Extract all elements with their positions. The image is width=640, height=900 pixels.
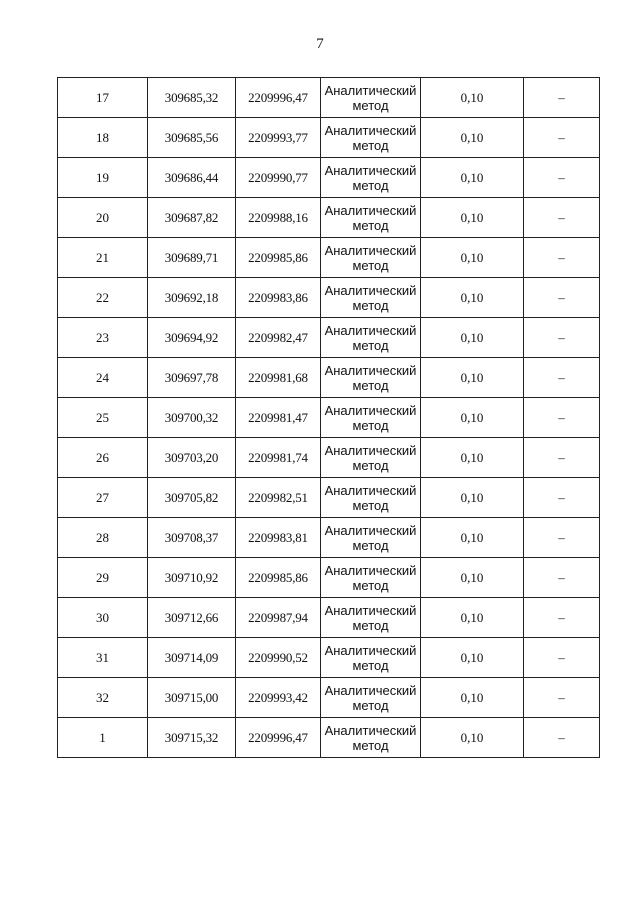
accuracy-cell: 0,10 (421, 718, 524, 758)
method-line-1: Аналитический (324, 202, 417, 218)
page-number: 7 (316, 36, 324, 52)
accuracy-cell: 0,10 (421, 638, 524, 678)
method-cell (321, 438, 421, 478)
point-number-cell: 19 (58, 158, 148, 198)
method-line-2: метод (352, 497, 389, 513)
point-number-cell: 22 (58, 278, 148, 318)
method-line-1: Аналитический (324, 322, 417, 338)
method-cell (321, 238, 421, 278)
table-row (58, 318, 600, 358)
accuracy-cell: 0,10 (421, 438, 524, 478)
method-line-1: Аналитический (324, 362, 417, 378)
y-coordinate-cell: 2209993,42 (236, 678, 321, 718)
method-line-1: Аналитический (324, 522, 417, 538)
method-line-1: Аналитический (324, 562, 417, 578)
method-cell (321, 198, 421, 238)
note-cell: – (524, 678, 600, 718)
y-coordinate-cell: 2209983,86 (236, 278, 321, 318)
coordinates-table-body (58, 78, 600, 758)
y-coordinate-cell: 2209982,51 (236, 478, 321, 518)
point-number-cell: 1 (58, 718, 148, 758)
method-line-2: метод (352, 177, 389, 193)
point-number-cell: 23 (58, 318, 148, 358)
accuracy-cell: 0,10 (421, 278, 524, 318)
table-row (58, 478, 600, 518)
note-cell: – (524, 398, 600, 438)
method-line-1: Аналитический (324, 282, 417, 298)
x-coordinate-cell: 309689,71 (148, 238, 236, 278)
x-coordinate-cell: 309687,82 (148, 198, 236, 238)
method-line-2: метод (352, 737, 389, 753)
method-line-2: метод (352, 577, 389, 593)
point-number-cell: 32 (58, 678, 148, 718)
point-number-cell: 30 (58, 598, 148, 638)
y-coordinate-cell: 2209981,68 (236, 358, 321, 398)
method-cell (321, 678, 421, 718)
table-row (58, 78, 600, 118)
x-coordinate-cell: 309705,82 (148, 478, 236, 518)
method-line-2: метод (352, 417, 389, 433)
note-cell: – (524, 598, 600, 638)
method-line-2: метод (352, 97, 389, 113)
x-coordinate-cell: 309710,92 (148, 558, 236, 598)
table-row (58, 398, 600, 438)
x-coordinate-cell: 309708,37 (148, 518, 236, 558)
x-coordinate-cell: 309685,32 (148, 78, 236, 118)
table-row (58, 158, 600, 198)
table-row (58, 598, 600, 638)
note-cell: – (524, 638, 600, 678)
method-cell (321, 718, 421, 758)
note-cell: – (524, 518, 600, 558)
accuracy-cell: 0,10 (421, 158, 524, 198)
point-number-cell: 21 (58, 238, 148, 278)
table-row (58, 118, 600, 158)
method-line-1: Аналитический (324, 242, 417, 258)
accuracy-cell: 0,10 (421, 118, 524, 158)
table-row (58, 238, 600, 278)
note-cell: – (524, 718, 600, 758)
note-cell: – (524, 158, 600, 198)
note-cell: – (524, 318, 600, 358)
point-number-cell: 25 (58, 398, 148, 438)
method-line-2: метод (352, 337, 389, 353)
method-cell (321, 638, 421, 678)
y-coordinate-cell: 2209988,16 (236, 198, 321, 238)
method-cell (321, 398, 421, 438)
accuracy-cell: 0,10 (421, 518, 524, 558)
method-cell (321, 358, 421, 398)
x-coordinate-cell: 309694,92 (148, 318, 236, 358)
accuracy-cell: 0,10 (421, 78, 524, 118)
method-line-2: метод (352, 617, 389, 633)
x-coordinate-cell: 309692,18 (148, 278, 236, 318)
method-line-1: Аналитический (324, 682, 417, 698)
x-coordinate-cell: 309703,20 (148, 438, 236, 478)
method-cell (321, 558, 421, 598)
method-cell (321, 518, 421, 558)
x-coordinate-cell: 309712,66 (148, 598, 236, 638)
coordinates-table (57, 77, 600, 758)
point-number-cell: 28 (58, 518, 148, 558)
table-row (58, 278, 600, 318)
note-cell: – (524, 558, 600, 598)
x-coordinate-cell: 309714,09 (148, 638, 236, 678)
method-line-2: метод (352, 537, 389, 553)
method-line-1: Аналитический (324, 402, 417, 418)
method-cell (321, 158, 421, 198)
x-coordinate-cell: 309685,56 (148, 118, 236, 158)
note-cell: – (524, 358, 600, 398)
y-coordinate-cell: 2209987,94 (236, 598, 321, 638)
x-coordinate-cell: 309686,44 (148, 158, 236, 198)
method-line-2: метод (352, 137, 389, 153)
method-line-2: метод (352, 297, 389, 313)
method-cell (321, 478, 421, 518)
table-row (58, 358, 600, 398)
y-coordinate-cell: 2209981,47 (236, 398, 321, 438)
y-coordinate-cell: 2209985,86 (236, 558, 321, 598)
method-line-1: Аналитический (324, 722, 417, 738)
accuracy-cell: 0,10 (421, 238, 524, 278)
method-line-2: метод (352, 697, 389, 713)
table-row (58, 558, 600, 598)
note-cell: – (524, 438, 600, 478)
point-number-cell: 20 (58, 198, 148, 238)
y-coordinate-cell: 2209990,77 (236, 158, 321, 198)
method-line-1: Аналитический (324, 602, 417, 618)
method-line-1: Аналитический (324, 162, 417, 178)
y-coordinate-cell: 2209985,86 (236, 238, 321, 278)
method-line-2: метод (352, 377, 389, 393)
method-line-2: метод (352, 657, 389, 673)
table-row (58, 718, 600, 758)
accuracy-cell: 0,10 (421, 558, 524, 598)
method-line-1: Аналитический (324, 82, 417, 98)
x-coordinate-cell: 309700,32 (148, 398, 236, 438)
accuracy-cell: 0,10 (421, 358, 524, 398)
point-number-cell: 27 (58, 478, 148, 518)
x-coordinate-cell: 309715,00 (148, 678, 236, 718)
point-number-cell: 26 (58, 438, 148, 478)
x-coordinate-cell: 309715,32 (148, 718, 236, 758)
accuracy-cell: 0,10 (421, 678, 524, 718)
table-row (58, 438, 600, 478)
y-coordinate-cell: 2209982,47 (236, 318, 321, 358)
note-cell: – (524, 118, 600, 158)
accuracy-cell: 0,10 (421, 318, 524, 358)
accuracy-cell: 0,10 (421, 478, 524, 518)
x-coordinate-cell: 309697,78 (148, 358, 236, 398)
accuracy-cell: 0,10 (421, 398, 524, 438)
y-coordinate-cell: 2209993,77 (236, 118, 321, 158)
method-line-2: метод (352, 217, 389, 233)
point-number-cell: 29 (58, 558, 148, 598)
y-coordinate-cell: 2209981,74 (236, 438, 321, 478)
table-row (58, 198, 600, 238)
method-line-1: Аналитический (324, 122, 417, 138)
note-cell: – (524, 478, 600, 518)
method-cell (321, 78, 421, 118)
method-cell (321, 278, 421, 318)
y-coordinate-cell: 2209983,81 (236, 518, 321, 558)
table-row (58, 638, 600, 678)
accuracy-cell: 0,10 (421, 198, 524, 238)
method-cell (321, 318, 421, 358)
method-line-1: Аналитический (324, 642, 417, 658)
note-cell: – (524, 198, 600, 238)
table-row (58, 518, 600, 558)
y-coordinate-cell: 2209990,52 (236, 638, 321, 678)
method-cell (321, 598, 421, 638)
y-coordinate-cell: 2209996,47 (236, 718, 321, 758)
note-cell: – (524, 238, 600, 278)
method-line-2: метод (352, 457, 389, 473)
point-number-cell: 24 (58, 358, 148, 398)
method-line-1: Аналитический (324, 442, 417, 458)
note-cell: – (524, 278, 600, 318)
method-line-2: метод (352, 257, 389, 273)
accuracy-cell: 0,10 (421, 598, 524, 638)
point-number-cell: 31 (58, 638, 148, 678)
method-cell (321, 118, 421, 158)
point-number-cell: 18 (58, 118, 148, 158)
point-number-cell: 17 (58, 78, 148, 118)
y-coordinate-cell: 2209996,47 (236, 78, 321, 118)
note-cell: – (524, 78, 600, 118)
table-row (58, 678, 600, 718)
method-line-1: Аналитический (324, 482, 417, 498)
